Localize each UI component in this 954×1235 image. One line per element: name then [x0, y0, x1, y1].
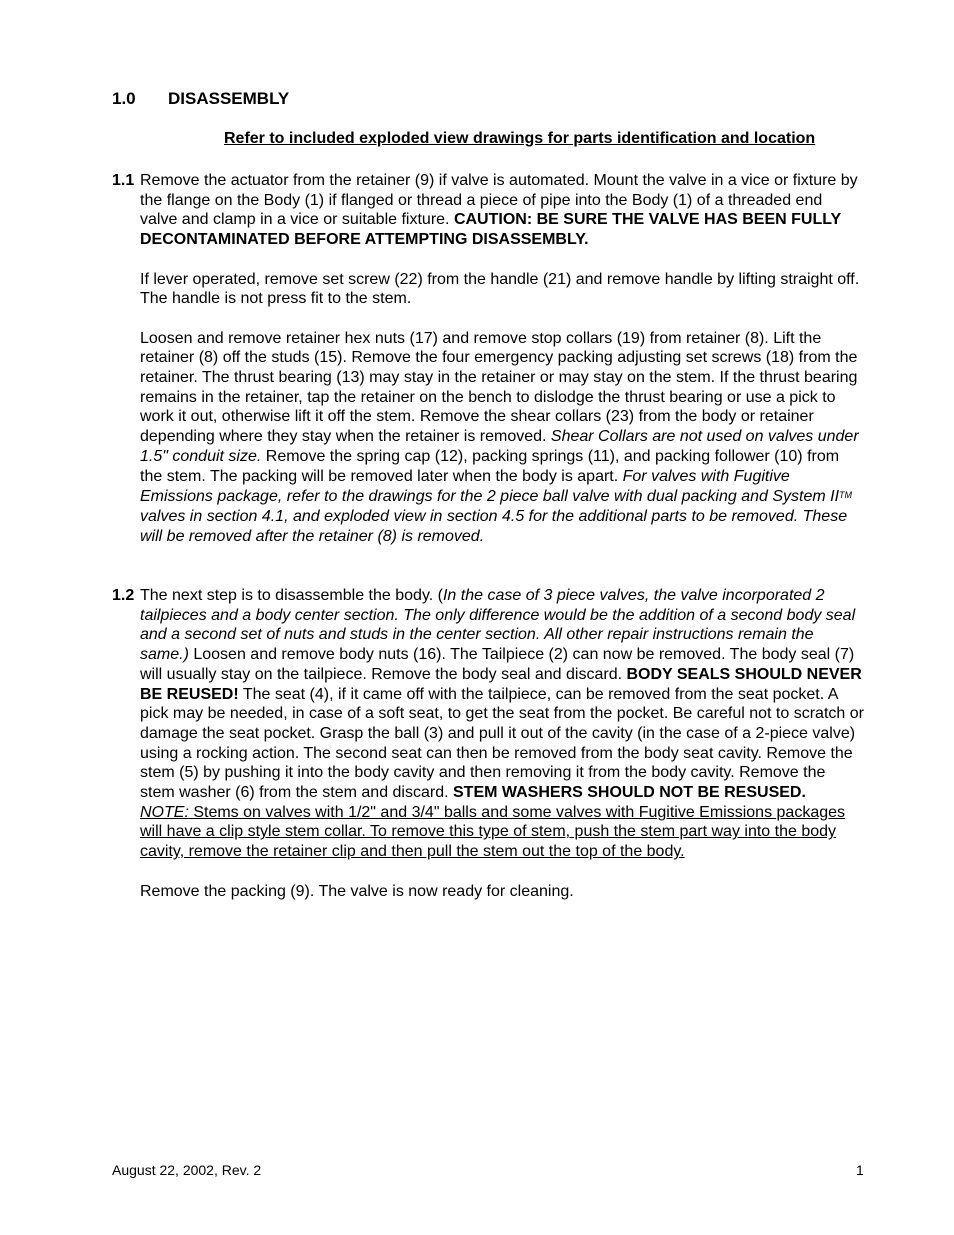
- refer-note: Refer to included exploded view drawings for parts identification and location: [224, 130, 816, 147]
- section-heading: [112, 89, 289, 109]
- subsection-body: [140, 586, 864, 901]
- warning-text: STEM WASHERS SHOULD NOT BE RESUSED.: [453, 784, 806, 802]
- footer-date: August 22, 2002, Rev. 2: [112, 1162, 262, 1178]
- note-label: NOTE:: [140, 803, 189, 821]
- section-number: 1.0: [112, 89, 136, 108]
- text-run: The next step is to disassemble the body. (: [140, 587, 443, 604]
- text-run: The seat (4), if it came off with the tailpiece, can be removed from the seat pocket. A pick may be needed, in case of a soft seat, to get the seat from the pocket. Be careful not to scratch or damage the seat pocket. Grasp the ball (3) and pull it out of the cavity (in the case of a 2-piece valve) using a rocking action. The second seat can then be removed from the body seat cavity. Remove the stem (5) by pushing it into the body cavity and then removing it from the body cavity. Remove the stem washer (6) from the stem and discard.: [140, 685, 864, 802]
- italic-note: In the case of 3 piece valves, the valve incorporated 2 tailpieces and a body center section. The only difference would be the addition of a second body seal and a second set of nuts and studs in the center section. All other repair instructions remain the same.): [140, 587, 856, 664]
- subsection-1-2: [112, 586, 864, 921]
- caution-text: CAUTION: BE SURE THE VALVE HAS BEEN FULLY DECONTAMINATED BEFORE ATTEMPTING DISASSEMBLY.: [140, 211, 841, 249]
- paragraph: [140, 329, 864, 547]
- subsection-1-1: [112, 171, 864, 566]
- paragraph: [140, 586, 864, 862]
- note-text: Stems on valves with 1/2" and 3/4" balls and some valves with Fugitive Emissions packages will have a clip style stem collar. To remove this type of stem, push the stem part way into the body cavity, remove the retainer clip and then pull the stem out the top of the body.: [140, 803, 846, 861]
- italic-note: For valves with Fugitive Emissions package, refer to the drawings for the 2 piece ball valve with dual packing and System II: [140, 467, 840, 506]
- paragraph: [140, 171, 864, 250]
- text-run: Loosen and remove body nuts (16). The Tailpiece (2) can now be removed. The body seal (7) will usually stay on the tailpiece. Remove the body seal and discard.: [140, 646, 855, 683]
- italic-note: Shear Collars are not used on valves under 1.5" conduit size.: [140, 428, 859, 465]
- text-run: Remove the actuator from the retainer (9) if valve is automated. Mount the valve in a vice or fixture by the flange on the Body (1) if flanged or thread a piece of pipe into the Body (1) of a threaded end valve and clamp in a vice or suitable fixture.: [140, 172, 858, 229]
- trademark-mark: TM: [839, 490, 853, 501]
- text-run: Remove the packing (9). The valve is now ready for cleaning.: [140, 882, 574, 900]
- subsection-number: 1.1: [112, 172, 135, 189]
- text-run: If lever operated, remove set screw (22) from the handle (21) and remove handle by lifting straight off. The handle is not press fit to the stem.: [140, 270, 860, 308]
- paragraph: [140, 882, 864, 902]
- text-run: Loosen and remove retainer hex nuts (17) and remove stop collars (19) from retainer (8). Lift the retainer (8) off the studs (15). Remove the four emergency packing adjusting set screws (18) from the retainer. The thrust bearing (13) may stay in the retainer or may stay on the stem. If the thrust bearing remains in the retainer, tap the retainer on the bench to dislodge the thrust bearing or use a pick to work it out, otherwise lift it off the stem. Remove the shear collars (23) from the body or retainer depending where they stay when the retainer is removed.: [140, 329, 858, 446]
- page-number: 1: [856, 1162, 864, 1178]
- italic-note: valves in section 4.1, and exploded view in section 4.5 for the additional parts to be removed. These will be removed after the retainer (8) is removed.: [140, 507, 848, 545]
- text-run: Remove the spring cap (12), packing springs (11), and packing follower (10) from the stem. The packing will be removed later when the body is apart.: [140, 447, 840, 485]
- paragraph: [140, 270, 864, 309]
- subsection-number: 1.2: [112, 587, 135, 604]
- subsection-body: [140, 171, 864, 546]
- section-title: DISASSEMBLY: [168, 89, 290, 108]
- warning-text: BODY SEALS SHOULD NEVER BE REUSED!: [140, 665, 862, 703]
